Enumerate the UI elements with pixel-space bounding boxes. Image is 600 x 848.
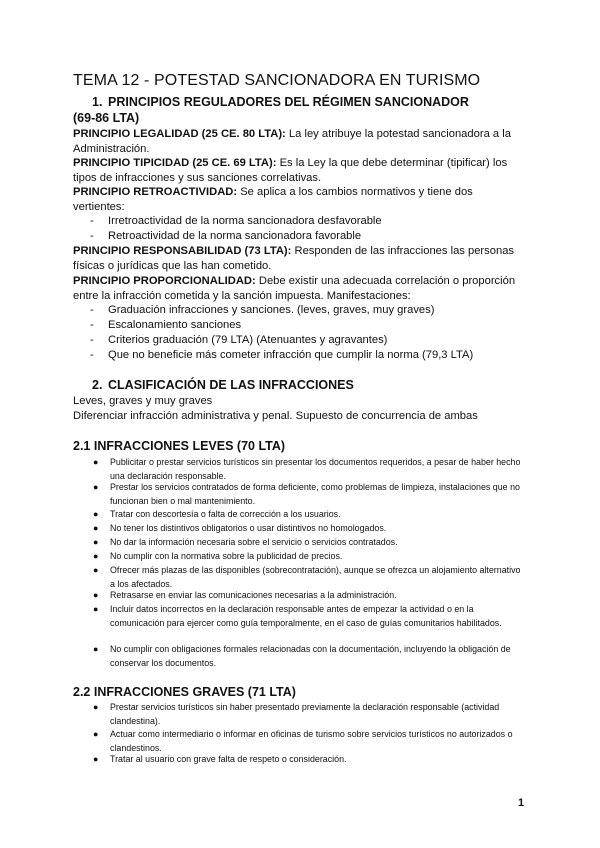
list-item: ● Ofrecer más plazas de las disponibles (sobrecontratación), aunque se ofrezca un alojamiento alternativo a los afectados.	[93, 565, 521, 590]
principle-legalidad-label: PRINCIPIO LEGALIDAD (25 CE. 80 LTA):	[73, 128, 286, 140]
list-item: - Irretroactividad de la norma sancionadora desfavorable	[90, 215, 382, 227]
principle-proporcionalidad-label: PRINCIPIO PROPORCIONALIDAD:	[73, 275, 256, 287]
list-item: ● No cumplir con la normativa sobre la publicidad de precios.	[93, 551, 343, 561]
section-1-heading	[92, 95, 469, 109]
section-2-number: 2.	[92, 378, 103, 392]
list-item: ● Incluir datos incorrectos en la declaración responsable antes de empezar la actividad o en la comunicación para ejercer como guía temporalmente, en el caso de guías comunitarios habilitados.	[93, 604, 502, 629]
list-item: - Retroactividad de la norma sancionadora favorable	[90, 230, 362, 242]
section-2-2-heading: 2.2 INFRACCIONES GRAVES (71 LTA)	[73, 685, 296, 699]
section-2-line-1: Leves, graves y muy graves	[73, 395, 213, 407]
list-item: - Escalonamiento sanciones	[90, 319, 242, 331]
section-1-number: 1.	[92, 95, 103, 109]
list-item: ● Tratar al usuario con grave falta de respeto o consideración.	[93, 754, 347, 764]
principle-legalidad-text: La ley atribuye la potestad sancionadora a la Administración.	[73, 128, 511, 155]
list-item: ● No dar la información necesaria sobre el servicio o servicios contratados.	[93, 537, 398, 547]
document-title: TEMA 12 - POTESTAD SANCIONADORA EN TURISMO	[73, 72, 481, 89]
list-item: ● Prestar servicios turísticos sin haber presentado previamente la declaración responsable (actividad clandestina).	[93, 702, 500, 727]
list-item: ● Retrasarse en enviar las comunicaciones necesarias a la administración.	[93, 590, 397, 600]
principle-tipicidad-label: PRINCIPIO TIPICIDAD (25 CE. 69 LTA):	[73, 157, 277, 169]
principle-legalidad	[73, 127, 523, 157]
section-2-line-2: Diferenciar infracción administrativa y penal. Supuesto de concurrencia de ambas	[73, 410, 478, 422]
principle-retroactividad-text: Se aplica a los cambios normativos y tiene dos vertientes:	[73, 186, 473, 213]
section-2-1-heading: 2.1 INFRACCIONES LEVES (70 LTA)	[73, 439, 286, 453]
list-item: ● Actuar como intermediario o informar en oficinas de turismo sobre servicios turísticos no autorizados o clandestinos.	[93, 729, 513, 754]
principle-responsabilidad-text: Responden de las infracciones las personas físicas o jurídicas que las han cometido.	[73, 245, 515, 272]
list-item: - Que no beneficie más cometer infracción que cumplir la norma (79,3 LTA)	[90, 349, 474, 361]
list-item: ● Publicitar o prestar servicios turísticos sin presentar los documentos requeridos, a pesar de haber hecho una declaración responsable.	[93, 457, 521, 482]
principle-responsabilidad-label: PRINCIPIO RESPONSABILIDAD (73 LTA):	[73, 245, 292, 257]
section-2-heading	[92, 378, 354, 392]
principle-responsabilidad	[73, 244, 523, 274]
principle-proporcionalidad-text: Debe existir una adecuada correlación o proporción entre la infracción cometida y la sanción impuesta. Manifestaciones:	[73, 275, 516, 302]
principle-tipicidad	[73, 156, 523, 186]
section-2-title: CLASIFICACIÓN DE LAS INFRACCIONES	[108, 378, 354, 392]
page-number: 1	[518, 797, 525, 809]
list-item: ● No cumplir con obligaciones formales relacionadas con la documentación, incluyendo la obligación de conservar los documentos.	[93, 644, 511, 669]
list-item: - Criterios graduación (79 LTA) (Atenuantes y agravantes)	[90, 334, 388, 346]
principle-proporcionalidad	[73, 274, 523, 304]
section-1-title: PRINCIPIOS REGULADORES DEL RÉGIMEN SANCIONADOR	[108, 95, 469, 109]
list-item: ● Tratar con descortesía o falta de corrección a los usuarios.	[93, 509, 341, 519]
section-1-heading-cont: (69-86 LTA)	[73, 111, 140, 125]
principle-retroactividad	[73, 185, 523, 215]
principle-retroactividad-label: PRINCIPIO RETROACTIVIDAD:	[73, 186, 238, 198]
list-item: - Graduación infracciones y sanciones. (leves, graves, muy graves)	[90, 304, 435, 316]
principle-tipicidad-text: Es la Ley la que debe determinar (tipificar) los tipos de infracciones y sus sanciones correlativas.	[73, 157, 508, 184]
list-item: ● Prestar los servicios contratados de forma deficiente, como problemas de limpieza, instalaciones que no funcionan bien o mal mantenimiento.	[93, 482, 520, 507]
list-item: ● No tener los distintivos obligatorios o usar distintivos no homologados.	[93, 523, 387, 533]
